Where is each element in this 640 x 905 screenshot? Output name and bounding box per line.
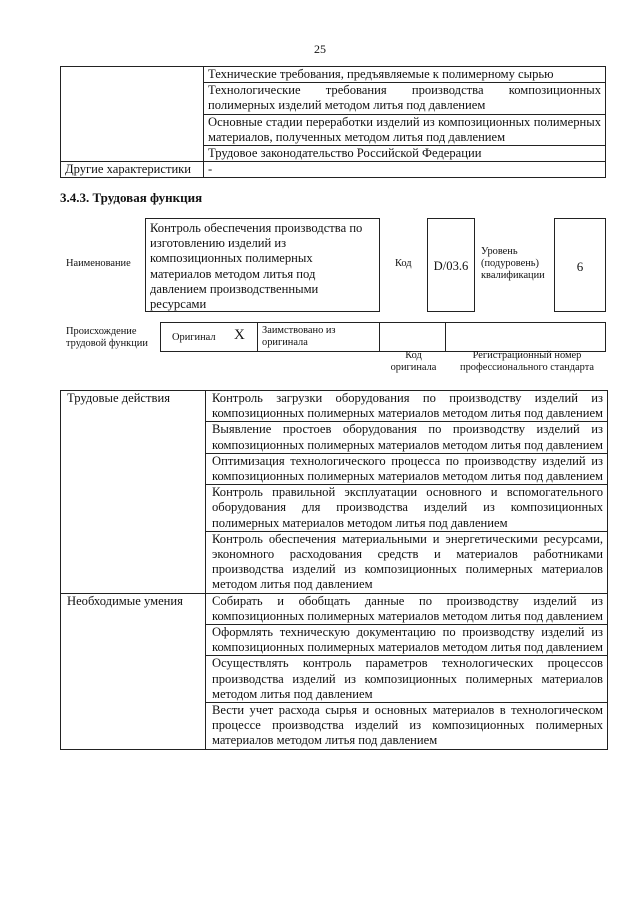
code-label: Код bbox=[395, 258, 412, 269]
table-cell: Трудовое законодательство Российской Федерации bbox=[204, 146, 606, 162]
table-row bbox=[61, 593, 608, 624]
table-row bbox=[61, 67, 606, 83]
table-cell: Контроль обеспечения материальными и энергетическими ресурсами, экономного расходования средств и материалов работниками производства изделий из композиционных полимерных материалов методом литья под давлением bbox=[206, 531, 608, 593]
function-name-box bbox=[145, 218, 380, 312]
original-label: Оригинал bbox=[172, 332, 216, 343]
other-characteristics-label: Другие характеристики bbox=[61, 162, 204, 178]
labor-function-table bbox=[60, 390, 608, 750]
origin-divider bbox=[445, 322, 446, 352]
code-caption: Код оригинала bbox=[390, 350, 437, 373]
level-label: Уровень (подуровень) квалификации bbox=[481, 246, 545, 281]
table-row bbox=[61, 391, 608, 422]
reg-caption: Регистрационный номер профессионального стандарта bbox=[460, 350, 594, 373]
table-cell: Оптимизация технологического процесса по производству изделий из композиционных полимерных материалов методом литья под давлением bbox=[206, 453, 608, 484]
table-cell: Технологические требования производства композиционных полимерных изделий методом литья под давлением bbox=[204, 83, 606, 114]
borrowed-label: Заимствовано из оригинала bbox=[262, 325, 336, 348]
table-cell: Выявление простоев оборудования по производству изделий из композиционных полимерных материалов методом литья под давлением bbox=[206, 422, 608, 453]
original-mark: X bbox=[234, 327, 245, 343]
knowledge-table-continuation bbox=[60, 66, 606, 178]
table-cell: Технические требования, предъявляемые к полимерному сырью bbox=[204, 67, 606, 83]
table-cell: Вести учет расхода сырья и основных материалов в технологическом процессе производства изделий из композиционных полимерных материалов методом литья под давлением bbox=[206, 703, 608, 750]
origin-divider bbox=[379, 322, 380, 352]
table-cell: Контроль загрузки оборудования по производству изделий из композиционных полимерных материалов методом литья под давлением bbox=[206, 391, 608, 422]
table-cell: Контроль правильной эксплуатации основного и вспомогательного оборудования для производства изделий из композиционных полимерных материалов методом литья под давлением bbox=[206, 485, 608, 532]
row-label-empty bbox=[61, 67, 204, 162]
table-row bbox=[61, 162, 606, 178]
function-name-value: Контроль обеспечения производства по изготовлению изделий из композиционных полимерных материалов методом литья под давлением производственными ресурсами bbox=[150, 221, 363, 312]
page-number: 25 bbox=[314, 42, 326, 56]
other-characteristics-value: - bbox=[204, 162, 606, 178]
section-label: Необходимые умения bbox=[61, 593, 206, 749]
level-value: 6 bbox=[576, 259, 584, 274]
code-value: D/03.6 bbox=[433, 259, 469, 273]
section-label: Трудовые действия bbox=[61, 391, 206, 594]
table-cell: Осуществлять контроль параметров технологических процессов производства изделий из композиционных полимерных материалов методом литья под давлением bbox=[206, 656, 608, 703]
code-box bbox=[427, 218, 475, 312]
origin-label: Происхождение трудовой функции bbox=[66, 326, 148, 349]
table-cell: Оформлять техническую документацию по производству изделий из композиционных полимерных материалов методом литья под давлением bbox=[206, 625, 608, 656]
origin-divider bbox=[257, 322, 258, 352]
origin-box bbox=[160, 322, 606, 352]
table-cell: Основные стадии переработки изделий из композиционных полимерных материалов, полученных методом литья под давлением bbox=[204, 114, 606, 145]
table-cell: Собирать и обобщать данные по производству изделий из композиционных полимерных материалов методом литья под давлением bbox=[206, 593, 608, 624]
name-label: Наименование bbox=[66, 258, 131, 269]
section-title: 3.4.3. Трудовая функция bbox=[60, 190, 203, 205]
level-box bbox=[554, 218, 606, 312]
